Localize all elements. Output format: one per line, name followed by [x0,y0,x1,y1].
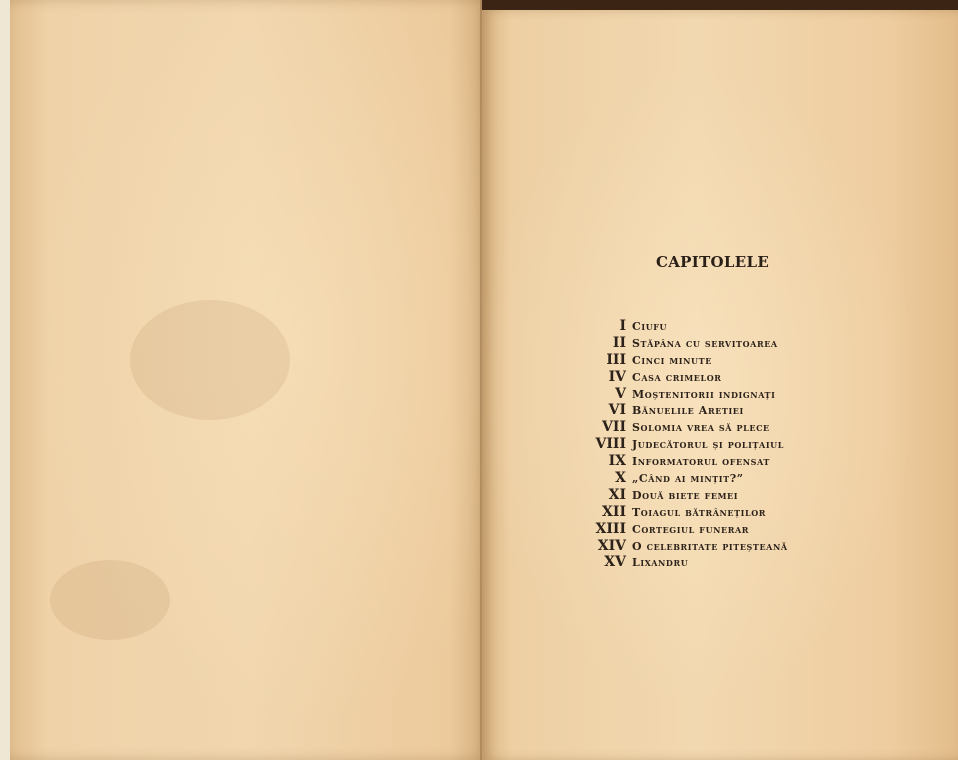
chapter-row [574,538,788,555]
paper-stain [50,560,170,640]
chapter-number: XV [604,554,626,571]
chapter-row [574,554,788,571]
chapter-title: Informatorul ofensat [632,455,770,469]
chapter-row [574,352,788,369]
chapter-number: VI [608,402,626,419]
chapter-row [574,335,788,352]
chapter-number: VII [602,419,626,436]
chapter-number: IV [608,368,626,385]
chapter-row [574,436,788,453]
chapter-row [574,369,788,386]
chapter-number: XI [608,486,626,503]
chapter-row [574,487,788,504]
chapter-row [574,453,788,470]
chapter-title: Moștenitorii indignați [632,387,776,401]
chapter-title: Ciufu [632,320,668,333]
chapter-row [574,419,788,436]
chapter-title: O celebritate piteșteană [632,539,788,553]
chapter-title: Cortegiul funerar [632,522,750,536]
chapter-title: Două biete femei [632,488,739,502]
chapter-number: V [615,385,626,402]
chapter-title: Judecătorul și polițaiul [632,438,784,452]
chapter-title: Casa crimelor [632,370,722,384]
chapter-number: III [606,351,626,368]
chapter-title: Stăpâna cu servitoarea [632,336,778,350]
chapter-title: Bănuelile Aretiei [632,404,744,418]
chapter-number: XIII [595,520,626,537]
chapter-number: II [612,334,626,351]
chapter-title: Lixandru [632,556,689,570]
chapter-row [574,402,788,419]
chapter-number: I [619,318,626,334]
chapter-number: VIII [595,436,626,453]
chapter-title: Cinci minute [632,353,712,367]
right-page [482,0,958,760]
chapter-row [574,318,788,335]
paper-stain [130,300,290,420]
chapter-row [574,521,788,538]
chapter-number: X [615,470,626,487]
chapter-title: Solomia vrea să plece [632,421,770,435]
contents-heading: CAPITOLELE [656,253,770,271]
chapter-number: IX [608,453,626,470]
chapter-number: XIV [597,537,626,554]
chapter-list [574,318,788,571]
chapter-row [574,504,788,521]
chapter-number: XII [602,503,626,520]
chapter-row [574,386,788,403]
chapter-title: Toiagul bătrâneților [632,505,767,519]
chapter-row [574,470,788,487]
chapter-title: „Când ai mințit?” [632,472,744,486]
